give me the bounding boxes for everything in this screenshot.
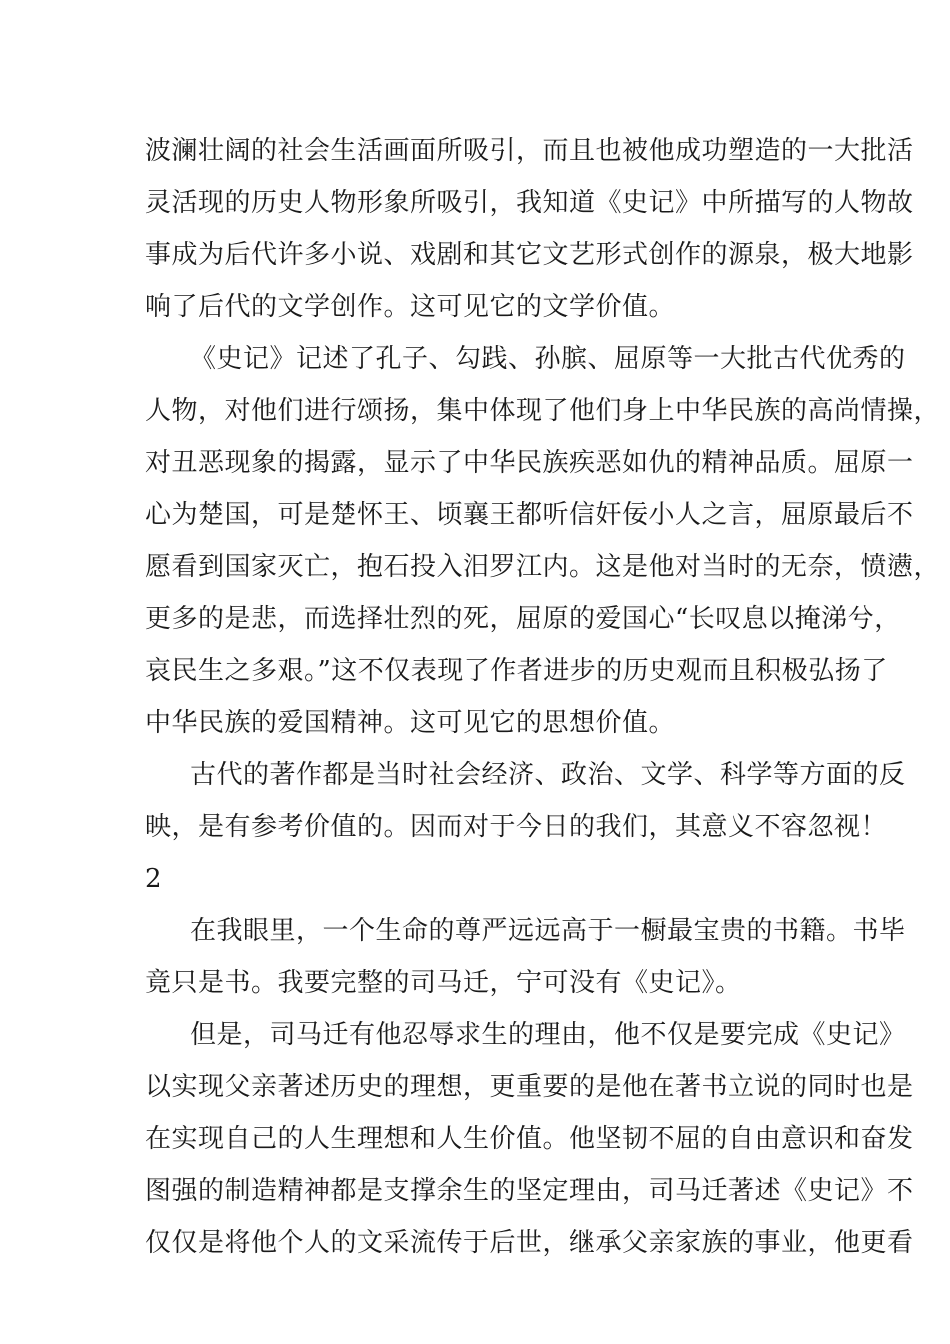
text-line: 映，是有参考价值的。因而对于今日的我们，其意义不容忽视！ (145, 812, 888, 842)
text-line: 哀民生之多艰。”这不仅表现了作者进步的历史观而且积极弘扬了 (145, 656, 888, 686)
text-line: 仅仅是将他个人的文采流传于后世，继承父亲家族的事业，他更看 (145, 1228, 914, 1258)
paragraph-start-line: 在我眼里，一个生命的尊严远远高于一橱最宝贵的书籍。书毕 (190, 916, 906, 946)
text-line: 更多的是悲，而选择壮烈的死，屈原的爱国心“长叹息以掩涕兮， (145, 604, 901, 634)
text-line: 响了后代的文学创作。这可见它的文学价值。 (145, 292, 676, 322)
text-line: 中华民族的爱国精神。这可见它的思想价值。 (145, 708, 676, 738)
paragraph-start-line: 古代的著作都是当时社会经济、政治、文学、科学等方面的反 (190, 760, 906, 790)
text-line: 灵活现的历史人物形象所吸引，我知道《史记》中所描写的人物故 (145, 188, 914, 218)
text-line: 事成为后代许多小说、戏剧和其它文艺形式创作的源泉，极大地影 (145, 240, 914, 270)
text-line: 愿看到国家灭亡，抱石投入汨罗江内。这是他对当时的无奈，愤懑， (145, 552, 941, 582)
text-line: 人物，对他们进行颂扬，集中体现了他们身上中华民族的高尚情操， (145, 396, 941, 426)
section-number: 2 (145, 864, 163, 894)
text-line: 心为楚国，可是楚怀王、顷襄王都听信奸佞小人之言，屈原最后不 (145, 500, 914, 530)
text-line: 波澜壮阔的社会生活画面所吸引，而且也被他成功塑造的一大批活 (145, 136, 914, 166)
text-line: 竟只是书。我要完整的司马迁，宁可没有《史记》。 (145, 968, 742, 998)
text-line: 对丑恶现象的揭露，显示了中华民族疾恶如仇的精神品质。屈原一 (145, 448, 914, 478)
text-line: 在实现自己的人生理想和人生价值。他坚韧不屈的自由意识和奋发 (145, 1124, 914, 1154)
text-line: 以实现父亲著述历史的理想，更重要的是他在著书立说的同时也是 (145, 1072, 914, 1102)
paragraph-start-line: 但是，司马迁有他忍辱求生的理由，他不仅是要完成《史记》 (190, 1020, 906, 1050)
text-line: 图强的制造精神都是支撑余生的坚定理由，司马迁著述《史记》不 (145, 1176, 914, 1206)
paragraph-start-line: 《史记》记述了孔子、勾践、孙膑、屈原等一大批古代优秀的 (190, 344, 906, 374)
